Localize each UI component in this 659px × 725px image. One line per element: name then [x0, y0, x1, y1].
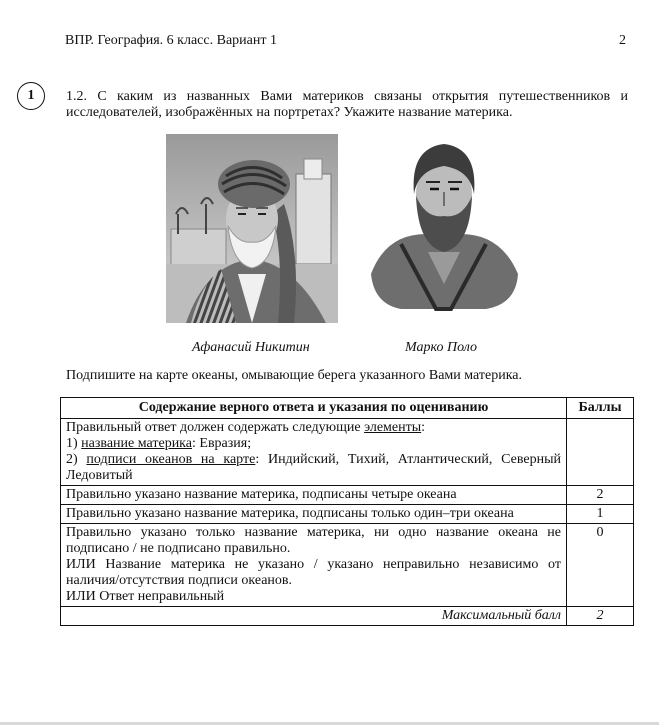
answer-item-2 — [66, 452, 561, 484]
table-row — [61, 486, 634, 505]
score-cell: 0 — [567, 524, 634, 607]
table-row-max — [61, 607, 634, 626]
portrait-marco-polo — [366, 134, 521, 323]
table-row-answer — [61, 419, 634, 486]
criteria-line: ИЛИ Название материка не указано / указано неправильно независимо от наличия/отсутствия подписи океанов. — [66, 557, 561, 588]
grading-table — [60, 397, 634, 626]
criteria-cell: Правильно указано название материка, подписаны четыре океана — [61, 486, 567, 505]
page-header-title: ВПР. География. 6 класс. Вариант 1 — [65, 33, 277, 48]
criteria-line: ИЛИ Ответ неправильный — [66, 589, 225, 604]
table-row — [61, 505, 634, 524]
answer-intro — [66, 420, 561, 436]
answer-criteria-cell — [61, 419, 567, 486]
answer-intro-punct: : — [421, 420, 426, 435]
item1-num: 1) — [66, 436, 82, 451]
criteria-cell: Правильно указано название материка, подписаны только один–три океана — [61, 505, 567, 524]
answer-intro-text: Правильный ответ должен содержать следующие — [66, 420, 365, 435]
portrait-afanasy-nikitin — [166, 134, 338, 323]
portrait-caption-marco-polo: Марко Поло — [405, 340, 478, 355]
answer-intro-underlined: элементы — [364, 420, 422, 435]
answer-score-cell — [567, 419, 634, 486]
criteria-line: Правильно указано только название материка, ни одно название океана не подписано / не подписано правильно. — [66, 525, 561, 556]
task-number-badge: 1 — [17, 82, 45, 110]
max-score-label: Максимальный балл — [61, 607, 567, 626]
score-cell: 1 — [567, 505, 634, 524]
table-header-row — [61, 398, 634, 419]
item1-value: : Евразия; — [192, 436, 252, 451]
portrait-caption-nikitin: Афанасий Никитин — [192, 340, 310, 355]
item2-label: подписи океанов на карте — [86, 452, 256, 467]
page-number: 2 — [619, 33, 626, 48]
instruction-text: Подпишите на карте океаны, омывающие берега указанного Вами материка. — [66, 368, 523, 383]
item1-label: название материка — [81, 436, 192, 451]
header-content: Содержание верного ответа и указания по оцениванию — [61, 398, 567, 419]
criteria-cell — [61, 524, 567, 607]
question-text: 1.2. С каким из названных Вами материков связаны открытия путешественников и исследователей, изображённых на портретах? Укажите название материка. — [66, 89, 628, 120]
max-score-value: 2 — [567, 607, 634, 626]
header-score: Баллы — [567, 398, 634, 419]
answer-item-1 — [66, 436, 561, 452]
item2-value: : Индийский, Тихий, Атлантический, Северный Ледовитый — [66, 452, 561, 483]
item2-num: 2) — [66, 452, 87, 467]
score-cell: 2 — [567, 486, 634, 505]
table-row — [61, 524, 634, 607]
